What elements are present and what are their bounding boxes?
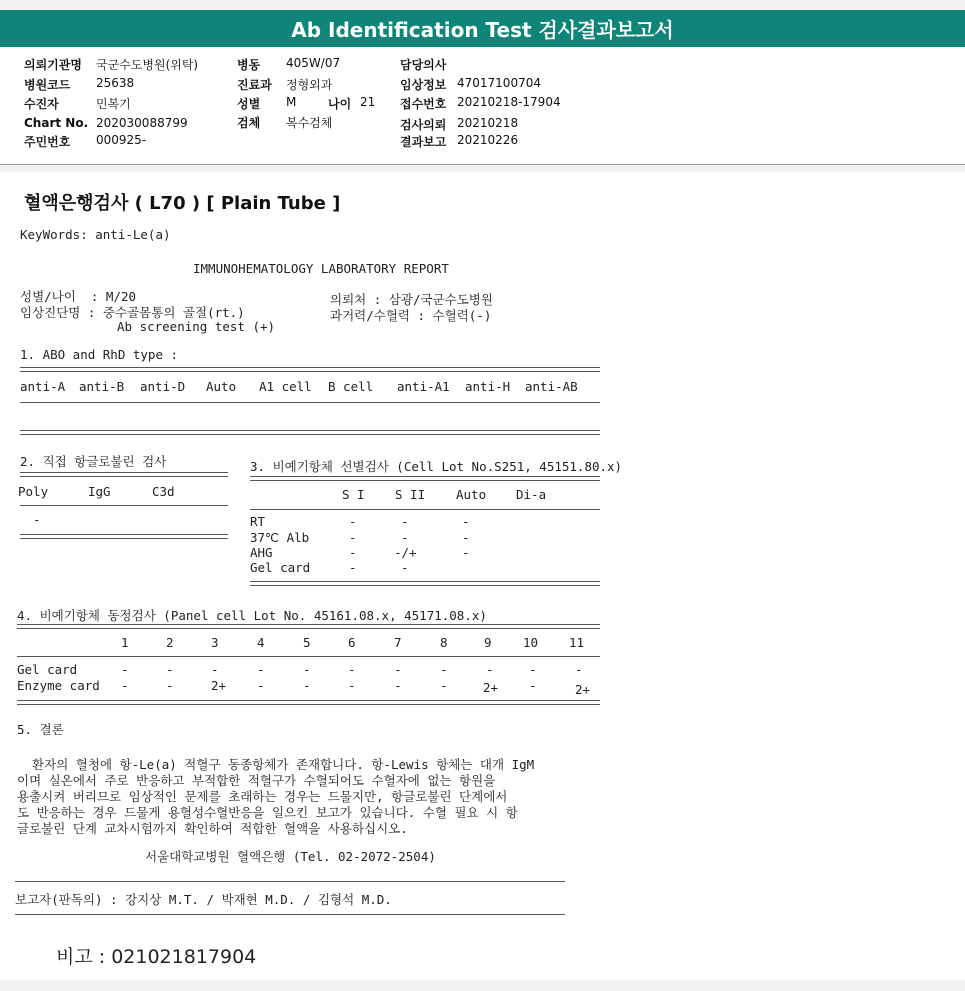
panel-cell: -	[486, 662, 494, 677]
meta-label: 병원코드	[24, 78, 71, 92]
abo-header: anti-AB	[525, 379, 578, 394]
meta-value: 민복기	[96, 97, 131, 111]
meta-label: 병동	[237, 58, 261, 72]
abo-header: anti-A	[20, 379, 66, 394]
screen-cell: -	[349, 514, 357, 529]
meta-value: 복수검체	[286, 116, 333, 130]
lab-report	[0, 172, 965, 980]
dat-header: IgG	[88, 484, 111, 499]
meta-label: 담당의사	[400, 58, 447, 72]
panel-cell: -	[211, 662, 219, 677]
dat-value: -	[33, 512, 41, 527]
panel-cell: -	[166, 662, 174, 677]
panel-header: 8	[440, 635, 448, 650]
panel-cell: -	[529, 678, 537, 693]
panel-header: 4	[257, 635, 265, 650]
abo-header: B cell	[328, 379, 374, 394]
panel-cell: -	[440, 678, 448, 693]
reporter: 보고자(판독의) : 강지상 M.T. / 박재현 M.D. / 김형석 M.D.	[15, 892, 392, 907]
abo-header: anti-B	[79, 379, 125, 394]
meta-value: 국군수도병원(위탁)	[96, 58, 199, 72]
meta-value: 20210218	[457, 116, 519, 130]
screen-title: 3. 비예기항체 선별검사 (Cell Lot No.S251, 45151.80.x)	[250, 459, 623, 474]
conclusion-line: 환자의 혈청에 항-Le(a) 적혈구 동종항체가 존재합니다. 항-Lewis 항체는 대개 IgM	[17, 757, 535, 772]
keywords: KeyWords: anti-Le(a)	[20, 227, 171, 242]
panel-cell: -	[303, 678, 311, 693]
abo-header: anti-A1	[397, 379, 450, 394]
screen-header: S I	[342, 487, 365, 502]
panel-header: 2	[166, 635, 174, 650]
panel-row-label: Enzyme card	[17, 678, 100, 693]
panel-cell: -	[121, 678, 129, 693]
abo-header: Auto	[206, 379, 237, 394]
panel-cell: 2+	[483, 680, 499, 695]
dat-header: C3d	[152, 484, 175, 499]
section-title: 혈액은행검사 ( L70 ) [ Plain Tube ]	[24, 193, 341, 214]
panel-header: 5	[303, 635, 311, 650]
meta-value: 405W/07	[286, 56, 341, 70]
panel-cell: -	[121, 662, 129, 677]
panel-cell: 2+	[211, 678, 227, 693]
panel-header: 9	[484, 635, 492, 650]
institution: 서울대학교병원 혈액은행 (Tel. 02-2072-2504)	[145, 849, 436, 864]
transfusion-history: 과거력/수혈력 : 수혈력(-)	[330, 308, 492, 323]
diagnosis: 임상진단명 : 중수골몸통의 골절(rt.)	[20, 305, 245, 320]
meta-value: 20210226	[457, 133, 519, 147]
meta-label: Chart No.	[24, 116, 89, 130]
conclusion-line: 이며 실온에서 주로 반응하고 부적합한 적혈구가 수혈되어도 수혈자에 없는 항원을	[17, 773, 496, 788]
screen-header: S II	[395, 487, 426, 502]
meta-label: 수진자	[24, 97, 59, 111]
panel-cell: -	[440, 662, 448, 677]
screen-row-label: RT	[250, 514, 266, 529]
panel-header: 10	[523, 635, 539, 650]
panel-cell: -	[348, 678, 356, 693]
requester: 의뢰처 : 삼광/국군수도병원	[330, 292, 493, 307]
panel-cell: -	[575, 662, 583, 677]
panel-cell: -	[529, 662, 537, 677]
panel-cell: -	[394, 678, 402, 693]
panel-cell: -	[303, 662, 311, 677]
meta-value: 20210218-17904	[457, 95, 561, 109]
panel-cell: -	[257, 662, 265, 677]
panel-header: 7	[394, 635, 402, 650]
panel-header: 1	[121, 635, 129, 650]
remark: 비고 : 021021817904	[56, 946, 257, 968]
panel-title: 4. 비예기항체 동정검사 (Panel cell Lot No. 45161.08.x, 45171.08.x)	[17, 608, 487, 623]
meta-label: 검체	[237, 116, 261, 130]
screen-cell: -	[401, 514, 409, 529]
screen-cell: -	[349, 560, 357, 575]
screen-cell: -	[401, 530, 409, 545]
panel-header: 11	[569, 635, 585, 650]
meta-value: 202030088799	[96, 116, 188, 130]
abo-header: A1 cell	[259, 379, 312, 394]
meta-value: 25638	[96, 76, 135, 90]
panel-cell: -	[257, 678, 265, 693]
meta-value: 21	[360, 95, 376, 109]
panel-cell: -	[348, 662, 356, 677]
meta-value: 정형외과	[286, 78, 333, 92]
conclusion-line: 글로불린 단계 교차시험까지 확인하여 적합한 혈액을 사용하십시오.	[17, 821, 408, 836]
panel-row-label: Gel card	[17, 662, 78, 677]
diagnosis-note: Ab screening test (+)	[117, 319, 276, 334]
screen-header: Auto	[456, 487, 487, 502]
meta-value: 47017100704	[457, 76, 541, 90]
meta-label: 결과보고	[400, 135, 447, 149]
screen-row-label: Gel card	[250, 560, 311, 575]
abo-header: anti-H	[465, 379, 511, 394]
screen-cell: -	[462, 545, 470, 560]
abo-header: anti-D	[140, 379, 186, 394]
abo-title: 1. ABO and RhD type :	[20, 347, 179, 362]
meta-label: 의뢰기관명	[24, 58, 82, 72]
conclusion-title: 5. 결론	[17, 722, 64, 737]
screen-cell: -/+	[394, 545, 417, 560]
panel-cell: 2+	[575, 682, 591, 697]
meta-label: 진료과	[237, 78, 272, 92]
screen-header: Di-a	[516, 487, 547, 502]
meta-label: 검사의뢰	[400, 118, 447, 132]
screen-cell: -	[462, 514, 470, 529]
screen-row-label: 37℃ Alb	[250, 530, 310, 545]
screen-cell: -	[349, 530, 357, 545]
meta-label: 성별	[237, 97, 261, 111]
screen-cell: -	[401, 560, 409, 575]
meta-label: 접수번호	[400, 97, 447, 111]
dat-header: Poly	[18, 484, 49, 499]
meta-value: M	[286, 95, 297, 109]
panel-cell: -	[166, 678, 174, 693]
meta-label: 주민번호	[24, 135, 71, 149]
conclusion-line: 도 반응하는 경우 드물게 용혈성수혈반응을 일으킨 보고가 있습니다. 수혈 필요 시 항	[17, 805, 518, 820]
conclusion-line: 용출시켜 버리므로 임상적인 문제를 초래하는 경우는 드물지만, 항글로불린 단계에서	[17, 789, 508, 804]
meta-label: 나이	[328, 97, 352, 111]
meta-value: 000925-	[96, 133, 147, 147]
sex-age: 성별/나이 : M/20	[20, 289, 137, 304]
screen-cell: -	[462, 530, 470, 545]
panel-header: 3	[211, 635, 219, 650]
lab-header: IMMUNOHEMATOLOGY LABORATORY REPORT	[193, 261, 449, 276]
panel-header: 6	[348, 635, 356, 650]
panel-cell: -	[394, 662, 402, 677]
screen-row-label: AHG	[250, 545, 273, 560]
report-title: Ab Identification Test 검사결과보고서	[0, 10, 965, 47]
meta-label: 임상정보	[400, 78, 447, 92]
patient-meta-panel	[0, 47, 965, 165]
screen-cell: -	[349, 545, 357, 560]
dat-title: 2. 직접 항글로불린 검사	[20, 454, 167, 469]
